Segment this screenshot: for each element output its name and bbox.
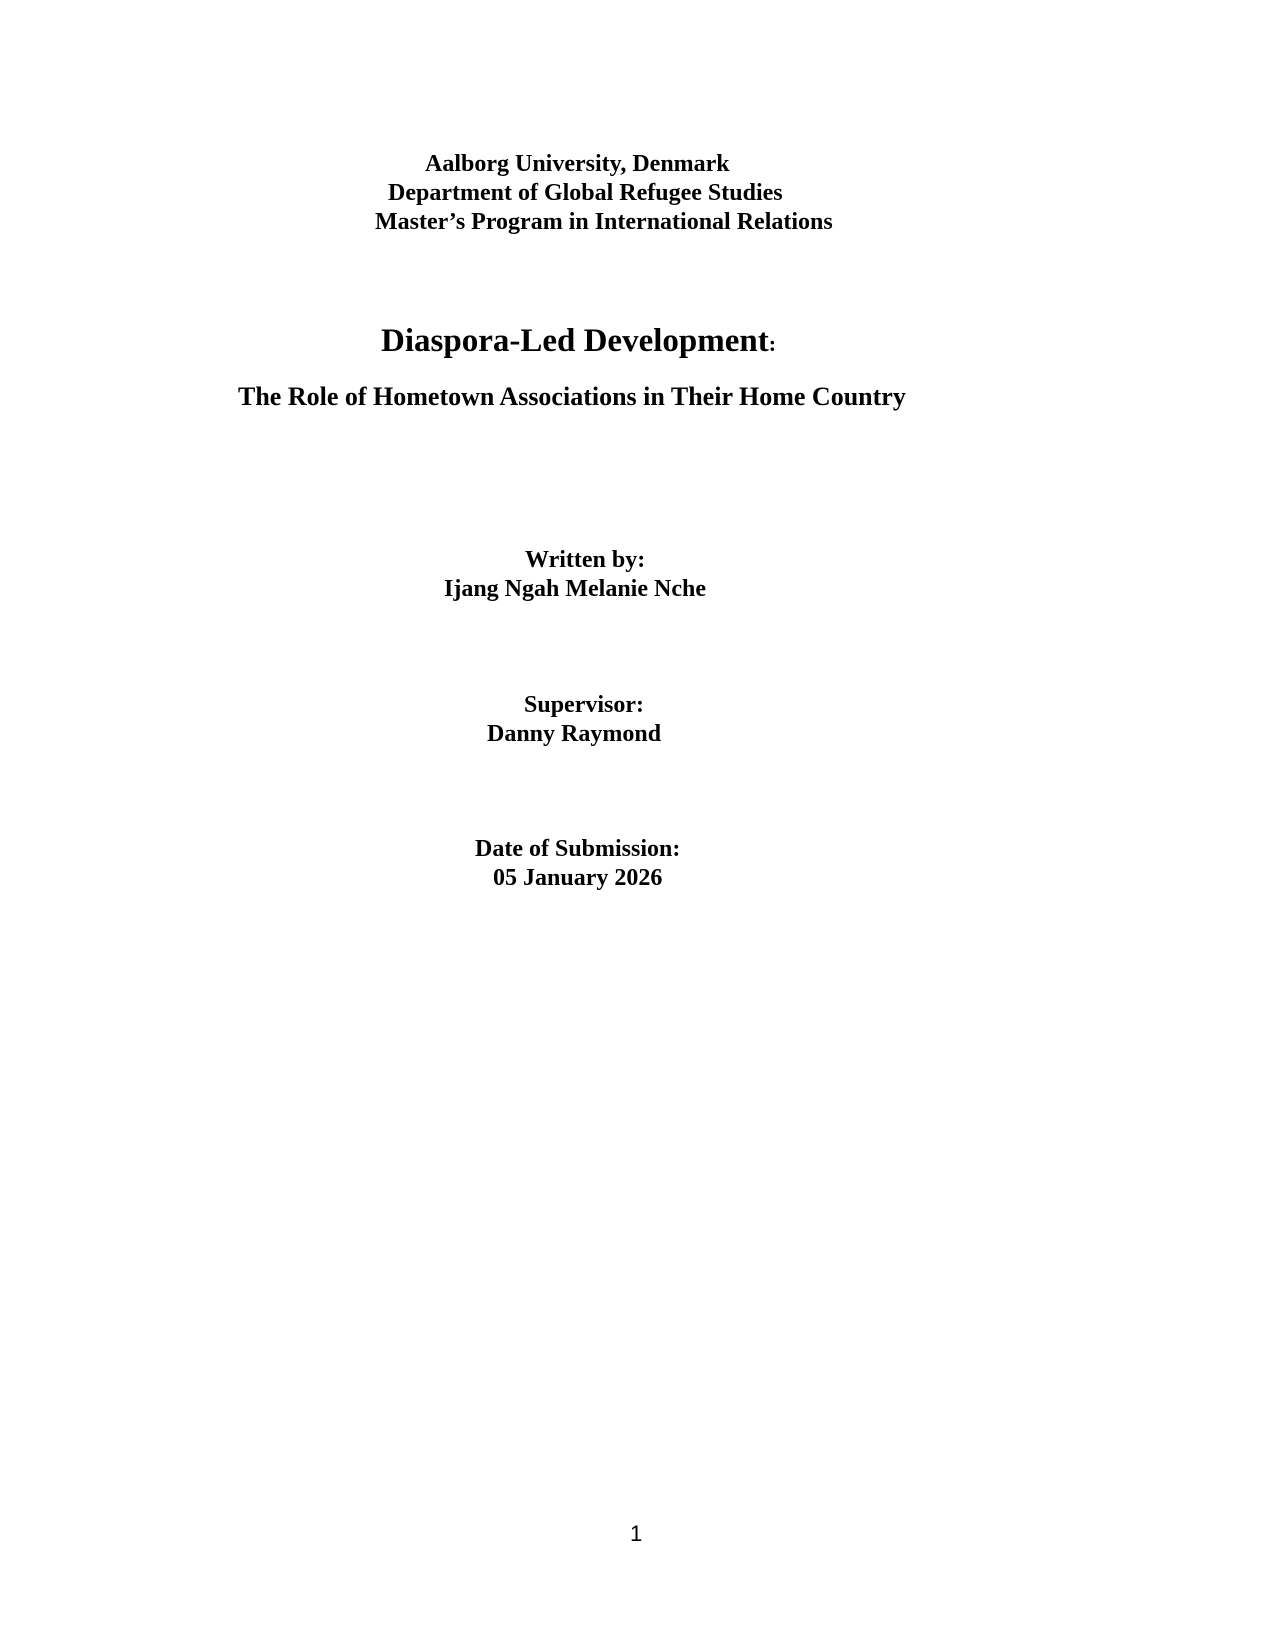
program-name: Master’s Program in International Relations — [375, 209, 833, 235]
submission-label: Date of Submission: — [475, 836, 681, 862]
supervisor-label: Supervisor: — [524, 692, 644, 718]
thesis-subtitle: The Role of Hometown Associations in Their Home Country — [238, 382, 906, 411]
university-name: Aalborg University, Denmark — [425, 151, 730, 177]
author-label: Written by: — [525, 547, 646, 573]
supervisor-name: Danny Raymond — [487, 721, 662, 747]
page-number: 1 — [630, 1521, 643, 1546]
thesis-title — [381, 325, 776, 358]
department-name: Department of Global Refugee Studies — [388, 180, 783, 206]
submission-date: 05 January 2026 — [493, 865, 663, 891]
author-name: Ijang Ngah Melanie Nche — [444, 576, 706, 602]
thesis-title-text: Diaspora-Led Development — [381, 323, 769, 359]
thesis-title-colon: : — [768, 331, 777, 356]
